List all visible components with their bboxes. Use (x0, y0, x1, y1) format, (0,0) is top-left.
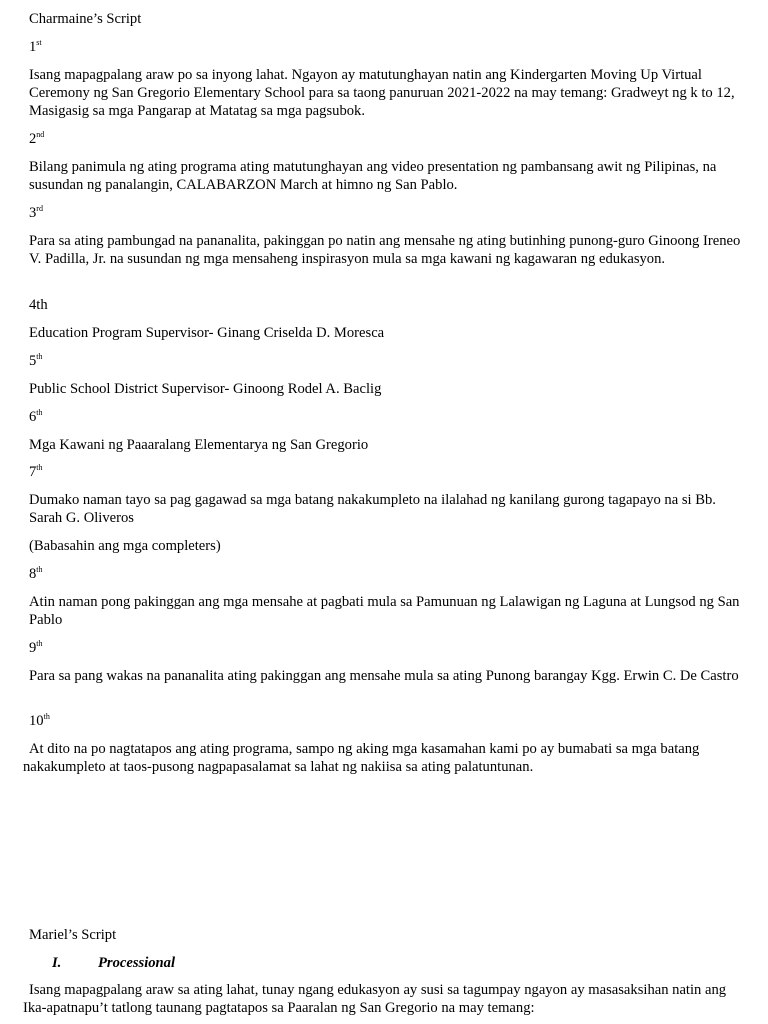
item-number-5: 5th (29, 352, 43, 369)
item-number-6: 6th (29, 408, 43, 425)
section-number: I. (52, 955, 62, 971)
item-note-7: (Babasahin ang mga completers) (29, 538, 221, 554)
item-number-2: 2nd (29, 130, 45, 147)
item-text-1: Isang mapagpalang araw po sa inyong lahat. Ngayon ay matutunghayan natin ang Kindergarten Moving Up Virtual Ceremony ng San Gregorio Elementary School para sa taong panuruan 2021-2022 na may temang: Gradweyt ng k to 12, Masigasig sa mga Pangarap at Matatag sa mga pagsubok. (29, 67, 735, 119)
item-text-3: Para sa ating pambungad na pananalita, pakinggan po natin ang mensahe ng ating butinhing punong-guro Ginoong Ireneo V. Padilla, Jr. na susundan ng mga mensaheng inspirasyon mula sa mga kawani ng kagawaran ng edukasyon. (29, 233, 741, 267)
item-number-8: 8th (29, 565, 43, 582)
item-text-6: Mga Kawani ng Paaaralang Elementarya ng San Gregorio (29, 437, 369, 453)
section-paragraph: Isang mapagpalang araw sa ating lahat, tunay ngang edukasyon ay susi sa tagumpay ngayon ay masasaksihan natin ang Ika-apatnapu’t tatlong taunang pagtatapos sa Paaralan ng San Gregorio na may temang: (23, 982, 727, 1016)
item-text-8: Atin naman pong pakinggan ang mga mensahe at pagbati mula sa Pamunuan ng Lalawigan ng Laguna at Lungsod ng San Pablo (29, 594, 740, 628)
item-number-3: 3rd (29, 204, 43, 221)
script-title-mariel: Mariel’s Script (29, 927, 117, 943)
item-text-5: Public School District Supervisor- Ginoong Rodel A. Baclig (29, 381, 382, 397)
script-title-charmaine: Charmaine’s Script (29, 11, 142, 27)
item-number-9: 9th (29, 639, 43, 656)
item-text-10: At dito na po nagtatapos ang ating programa, sampo ng aking mga kasamahan kami po ay bumabati sa mga batang nakakumpleto at taos-pusong nagpapasalamat sa lahat ng nakiisa sa ating palatuntunan. (23, 741, 700, 775)
item-number-1: 1st (29, 38, 42, 55)
item-number-10: 10th (29, 712, 50, 729)
item-text-4: Education Program Supervisor- Ginang Criselda D. Moresca (29, 325, 385, 341)
item-number-4: 4th (29, 297, 48, 313)
item-text-7: Dumako naman tayo sa pag gagawad sa mga batang nakakumpleto na ilalahad ng kanilang gurong tagapayo na si Bb. Sarah G. Oliveros (29, 492, 716, 526)
item-number-7: 7th (29, 463, 43, 480)
item-text-2: Bilang panimula ng ating programa ating matutunghayan ang video presentation ng pambansang awit ng Pilipinas, na susundan ng panalangin, CALABARZON March at himno ng San Pablo. (29, 159, 717, 193)
item-text-9: Para sa pang wakas na pananalita ating pakinggan ang mensahe mula sa ating Punong barangay Kgg. Erwin C. De Castro (29, 668, 739, 684)
section-title: Processional (98, 955, 176, 971)
